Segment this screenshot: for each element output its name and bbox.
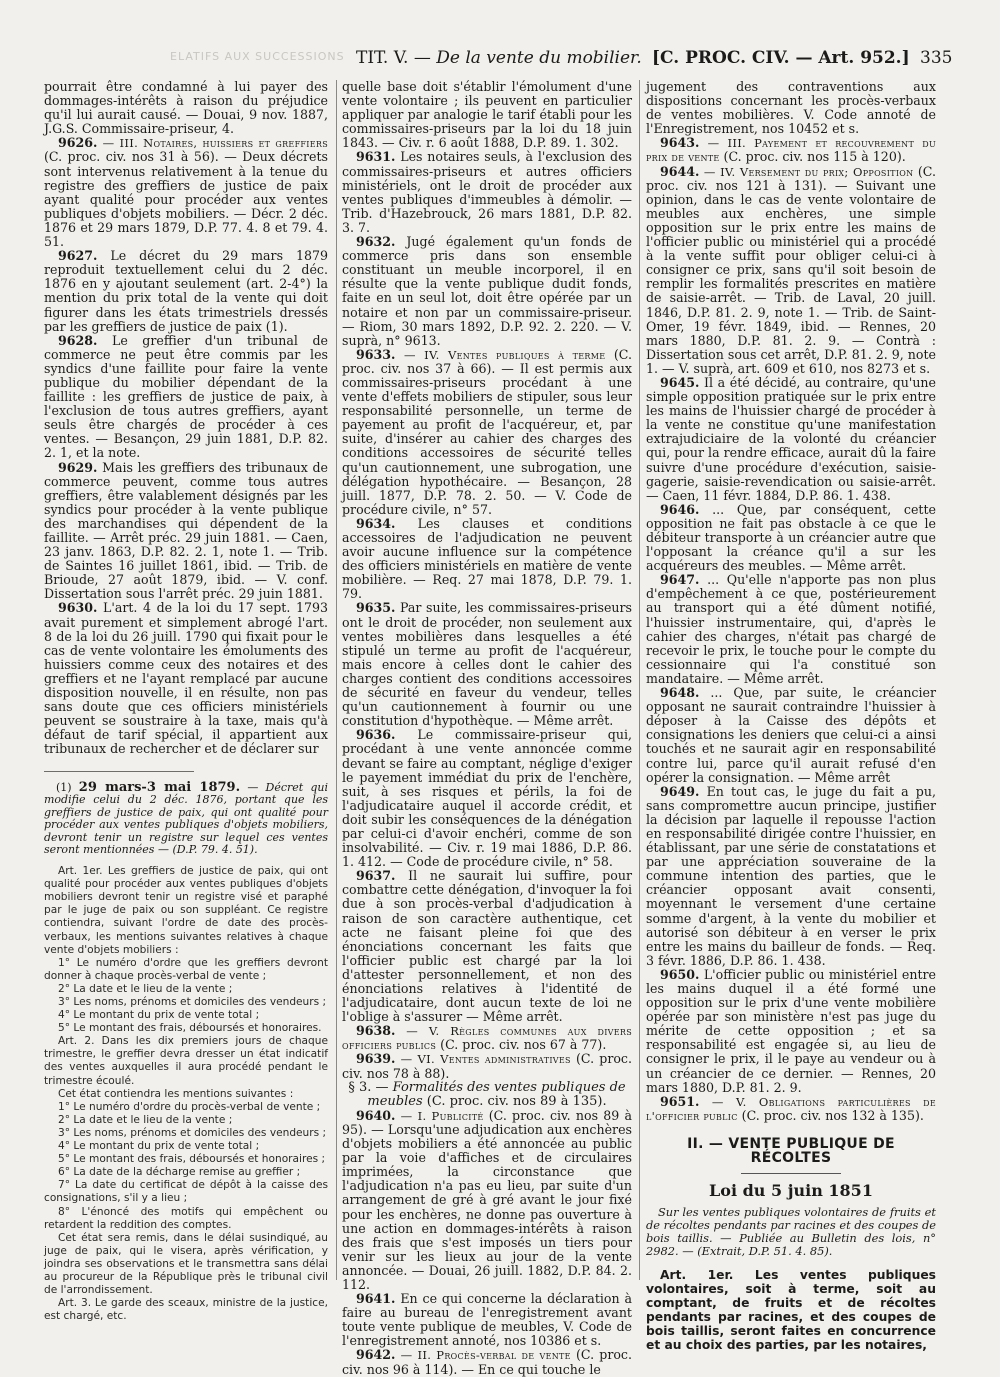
- subsection-heading: — V. Obligations particulières de l'officier public: [646, 1094, 936, 1123]
- list-item: 2° La date et le lieu de la vente ;: [58, 982, 233, 995]
- paragraph-number: 9647.: [660, 572, 700, 588]
- section-reference: [C. PROC. CIV. — Art. 952.]: [652, 48, 910, 68]
- paragraph-number: 9641.: [356, 1291, 396, 1307]
- subsection-heading: — VI. Ventes administratives: [400, 1052, 571, 1067]
- paragraph-number: 9642.: [356, 1347, 396, 1363]
- paragraph: pourrait être condamné à lui payer des dommages-intérêts à raison du préjudice qu'il lui aurait causé. — Douai, 9 nov. 1887, J.G.S. Commissaire-priseur, 4.: [44, 79, 328, 137]
- paragraph-text: Les notaires seuls, à l'exclusion des commissaires-priseurs et autres officiers ministériels, ont le droit de procéder aux ventes publiques d'immeubles à démolir. — Trib. d'Hazebrouck, 26 mars 1881, D.P. 82. 3. 7.: [342, 149, 632, 235]
- paragraph-text: (C. proc. civ. nos 37 à 66). — Il est permis aux commissaires-priseurs procédant à une vente d'effets mobiliers de stipuler, sous leur responsabilité personnelle, un terme de payement au profit de l'acquéreur, et, par suite, d'insérer au cahier des charges des conditions accessoires de sécurité telles qu'un cautionnement, une subrogation, une délégation hypothécaire. — Besançon, 28 juill. 1877, D.P. 78. 2. 50. — V. Code de procédure civile, n° 57.: [342, 346, 632, 517]
- list-item: 8° L'énoncé des motifs qui empêchent ou retardent la reddition des comptes.: [44, 1205, 328, 1231]
- paragraph-number: 9633.: [356, 346, 396, 362]
- paragraph-9643: [646, 136, 936, 164]
- paragraph-text: Par suite, les commissaires-priseurs ont le droit de procéder, non seulement aux ventes mobilières dans lesquelles a été stipulé un terme au profit de l'acquéreur, mais encore à celles dont le cahier des charges contient des conditions accessoires de sécurité en faveur du vendeur, telles qu'un cautionnement à fournir ou une constitution d'hypothèque. — Même arrêt.: [342, 600, 632, 729]
- paragraph-text: ... Que, par conséquent, cette opposition ne fait pas obstacle à ce que le débiteur transporte à un créancier autre que l'opposant la créance qu'il a sur les acquéreurs des meubles. — Même arrêt.: [646, 501, 936, 574]
- paragraph-text: ... Que, par suite, le créancier opposant ne saurait contraindre l'huissier à déposer à la Caisse des dépôts et consignations les deniers que celui-ci a ainsi touchés et ne saurait agir en responsabilité contre lui, parce qu'il aurait refusé d'en opérer la consignation. — Même arrêt: [646, 685, 936, 785]
- list-item: 1° Le numéro d'ordre du procès-verbal de vente ;: [58, 1100, 321, 1113]
- section-label: § 3. —: [348, 1079, 389, 1095]
- paragraph-text: (C. proc. civ. nos 78 à 88).: [342, 1051, 632, 1081]
- paragraph-number: 9630.: [58, 600, 98, 616]
- paragraph-9648: [646, 686, 936, 785]
- decree-article-3: Art. 3. Le garde des sceaux, ministre de la justice, est chargé, etc.: [44, 1297, 328, 1323]
- law-article-1-text: Art. 1er. Les ventes publiques volontaires, soit à terme, soit au comptant, de fruits et de récoltes pendants par racines, et des coupes de bois taillis, seront faites en concurrence et au choix des parties, par les notaires,: [646, 1268, 936, 1353]
- paragraph-9636: [342, 728, 632, 869]
- law-description-text: Sur les ventes publiques volontaires de fruits et de récoltes pendants par racines et des coupes de bois taillis. — Publiée au Bulletin des lois, n° 2982. — (Extrait, D.P. 51. 4. 85).: [646, 1205, 936, 1259]
- paragraph-9638: [342, 1024, 632, 1052]
- paragraph-9633: [342, 348, 632, 517]
- paragraph-number: 9650.: [660, 966, 700, 982]
- paragraph-9647: [646, 573, 936, 686]
- paragraph-number: 9643.: [660, 135, 700, 151]
- paragraph-9651: [646, 1095, 936, 1123]
- subsection-heading: — IV. Versement du prix; Opposition: [703, 164, 914, 179]
- column-divider-2: [639, 80, 640, 1280]
- paragraph-number: 9636.: [356, 727, 396, 743]
- decree-article-2-end: Cet état sera remis, dans le délai susindiqué, au juge de paix, qui le visera, après vérification, y joindra ses observations et le transmettra sans délai au procureur de la République près le tribunal civil de l'arrondissement.: [44, 1231, 328, 1297]
- paragraph-number: 9631.: [356, 149, 396, 165]
- footnote-intro: [44, 779, 328, 858]
- paragraph-text: Mais les greffiers des tribunaux de commerce peuvent, comme tous autres greffiers, être valablement désignés par les syndics pour procéder à la vente publique des marchandises qui dépendent de la faillite. — Arrêt préc. 29 juin 1881. — Caen, 23 janv. 1863, D.P. 82. 2. 1, note 1. — Trib. de Saintes 16 juillet 1861, ibid. — Trib. de Brioude, 27 août 1879, ibid. — V. conf. Dissertation sous l'arrêt préc. 29 juin 1881.: [44, 459, 329, 602]
- paragraph: jugement des contraventions aux dispositions concernant les procès-verbaux de ventes mobilières. V. Code annoté de l'Enregistrement, nos 10452 et s.: [646, 79, 936, 137]
- footnote-rule: [44, 771, 194, 772]
- paragraph-text: Jugé également qu'un fonds de commerce pris dans son ensemble constituant un meuble incorporel, il en résulte que la vente publique dudit fonds, faite en un seul lot, doit être opérée par un notaire et non par un commissaire-priseur. — Riom, 30 mars 1892, D.P. 92. 2. 220. — V. suprà, n° 9613.: [342, 234, 632, 348]
- paragraph-text: (C. proc. civ. nos 115 à 120).: [723, 149, 906, 165]
- list-item: 4° Le montant du prix de vente total ;: [58, 1009, 260, 1022]
- subsection-heading: — II. Procès-verbal de vente: [400, 1348, 571, 1363]
- paragraph-text: En tout cas, le juge du fait a pu, sans compromettre aucun principe, justifier la décision par laquelle il repousse l'action en responsabilité dirigée contre l'huissier, en établissant, par une série de constatations et par une appréciation souveraine de la commune intention des parties, que le créancier opposant avait consenti, moyennant le versement d'une certaine somme d'argent, à la vente du mobilier et autorisé son débiteur à en verser le prix entre les mains du bailleur de fonds. — Req. 3 févr. 1886, D.P. 86. 1. 438.: [646, 783, 936, 968]
- running-title-left: TIT. V. —: [356, 48, 431, 68]
- divider: [741, 1173, 841, 1174]
- law-description: [646, 1206, 936, 1258]
- paragraph-9632: [342, 235, 632, 348]
- section-3-heading: [342, 1081, 632, 1109]
- footnote-intro-text: — Décret qui modifie celui du 2 déc. 1876, portant que les greffiers de justice de paix, qui ont qualité pour procéder aux ventes publiques d'objets mobiliers, devront tenir un registre sur lequel ces ventes seront mentionnées — (D.P. 79. 4. 51).: [44, 780, 328, 857]
- list-item: 6° La date de la décharge remise au greffier ;: [58, 1166, 301, 1179]
- paragraph-number: 9638.: [356, 1023, 396, 1039]
- paragraph-number: 9649.: [660, 783, 700, 799]
- paragraph-number: 9635.: [356, 600, 396, 616]
- paragraph-number: 9628.: [58, 332, 98, 348]
- paragraph-text: (C. proc. civ. nos 89 à 95). — Lorsqu'une adjudication aux enchères d'objets mobiliers a été annoncée au public par la voie d'affiches et de circulaires imprimées, la circonstance que l'adjudication n'a pas eu lieu, par suite d'un arrangement de gré à gré avant le jour fixé pour les enchères, ne donne pas ouverture à une action en dommages-intérêts à raison des frais que s'est imposés un tiers pour venir sur les lieux au jour de la vente annoncée. — Douai, 26 juill. 1882, D.P. 84. 2. 112.: [342, 1107, 632, 1292]
- paragraph-number: 9634.: [356, 515, 396, 531]
- paragraph-9650: [646, 968, 936, 1095]
- decree-article-2: Art. 2. Dans les dix premiers jours de chaque trimestre, le greffier devra dresser un état indicatif des ventes auxquelles il aura procédé pendant le trimestre écoulé.: [44, 1035, 328, 1087]
- list-item: 7° La date du certificat de dépôt à la caisse des consignations, s'il y a lieu ;: [44, 1179, 328, 1205]
- paragraph-text: ... Qu'elle n'apporte pas non plus d'empêchement à ce que, postérieurement au transport qui a été dûment notifié, l'huissier instrumentaire, qui, d'après le cahier des charges, n'était pas chargé de recevoir le prix, le touche pour le compte du cessionnaire qui l'a constitué son mandataire. — Même arrêt.: [646, 572, 936, 686]
- paragraph-number: 9640.: [356, 1107, 396, 1123]
- list-item: 3° Les noms, prénoms et domiciles des vendeurs ;: [58, 1126, 327, 1139]
- section-heading: II. — VENTE PUBLIQUE DE RÉCOLTES: [687, 1135, 895, 1167]
- paragraph-9634: [342, 517, 632, 602]
- list-item: 5° Le montant des frais, déboursés et honoraires ;: [58, 1153, 326, 1166]
- paragraph-text: L'art. 4 de la loi du 17 sept. 1793 avait purement et simplement abrogé l'art. 8 de la loi du 26 juill. 1790 qui fixait pour le cas de vente volontaire les émoluments des huissiers comme ceux des notaires et des greffiers et ne l'ayant remplacé par aucune disposition nouvelle, il en résulte, non pas sans doute que ces officiers ministériels peuvent se soustraire à la taxe, mais qu'à défaut de tarif spécial, il appartient aux tribunaux de rechercher et de déclarer sur: [44, 600, 328, 757]
- column-middle: [342, 80, 632, 1377]
- paragraph-number: 9639.: [356, 1051, 396, 1067]
- subsection-heading: — I. Publicité: [400, 1108, 484, 1123]
- list-item: 1° Le numéro d'ordre que les greffiers devront donner à chaque procès-verbal de vente ;: [44, 956, 328, 982]
- paragraph-9642: [342, 1348, 632, 1376]
- paragraph-9630: [44, 601, 328, 756]
- law-title: Loi du 5 juin 1851: [709, 1181, 873, 1201]
- paragraph-9645: [646, 376, 936, 503]
- paragraph-text: (C. proc. civ. nos 67 à 77).: [440, 1037, 607, 1053]
- subsection-heading: — III. Notaires, huissiers et greffiers: [102, 136, 328, 151]
- paragraph-9639: [342, 1052, 632, 1080]
- paragraph-9640: [342, 1109, 632, 1292]
- paragraph-text: En ce qui concerne la déclaration à faire au bureau de l'enregistrement avant toute vente publique de meubles, V. Code de l'enregistrement annoté, nos 10386 et s.: [342, 1291, 632, 1349]
- paragraph-number: 9626.: [58, 135, 98, 151]
- paragraph-number: 9644.: [660, 163, 700, 179]
- running-title-italic: De la vente du mobilier.: [436, 48, 642, 68]
- paragraph-text: Il a été décidé, au contraire, qu'une simple opposition pratiquée sur le prix entre les mains de l'huissier chargé de procéder à la vente ne constitue qu'une manifestation extrajudiciaire de la volonté du créancier qui, pour la rendre efficace, aurait dû la faire suivre d'une procédure d'exécution, saisie-gagerie, saisie-revendication ou saisie-arrêt. — Caen, 11 févr. 1884, D.P. 86. 1. 438.: [646, 374, 936, 503]
- column-left: [44, 80, 328, 1323]
- footnote-marker: (1): [56, 780, 72, 794]
- paragraph-9644: [646, 165, 936, 376]
- footnote-date: 29 mars-3 mai 1879.: [78, 779, 241, 795]
- subsection-heading: — IV. Ventes publiques à terme: [403, 347, 606, 362]
- paragraph-9637: [342, 869, 632, 1024]
- decree-article-1: Art. 1er. Les greffiers de justice de paix, qui ont qualité pour procéder aux ventes publiques d'objets mobiliers devront tenir un registre visé et paraphé par le juge de paix ou son suppléant. Ce registre contiendra, suivant l'ordre de date des procès-verbaux, les mentions suivantes relatives à chaque vente d'objets mobiliers :: [44, 865, 328, 956]
- section-reference: (C. proc. civ. nos 89 à 135).: [426, 1093, 607, 1109]
- paragraph-text: L'officier public ou ministériel entre les mains duquel il a été formé une opposition sur le prix d'une vente mobilière opérée par son ministère n'est pas juge du mérite de cette opposition ; et sa responsabilité est engagée si, au lieu de consigner le prix, il le paye au vendeur ou à un créancier de ce dernier. — Rennes, 20 mars 1880, D.P. 81. 2. 9.: [646, 966, 936, 1095]
- paragraph-number: 9629.: [58, 459, 98, 475]
- paragraph-text: Il ne saurait lui suffire, pour combattre cette dénégation, d'invoquer la foi due à son procès-verbal d'adjudication à raison de son caractère authentique, cet acte ne faisant pleine foi que des énonciations concernant les faits que l'officier public est chargé par la loi d'attester personnellement, et non des énonciations relatives à l'identité de l'adjudicataire, dont aucun texte de loi ne l'oblige à s'assurer — Même arrêt.: [342, 868, 633, 1025]
- law-article-1: [646, 1268, 936, 1352]
- paragraph-9635: [342, 601, 632, 728]
- subsection-heading: — III. Payement et recouvrement du prix de vente: [646, 136, 936, 165]
- list-item: 3° Les noms, prénoms et domiciles des vendeurs ;: [58, 996, 327, 1008]
- paragraph-text: Le décret du 29 mars 1879 reproduit textuellement celui du 2 déc. 1876 en y ajoutant seulement (art. 2-4°) la mention du prix total de la vente qui doit figurer dans les états trimestriels dressés par les greffiers de justice de paix (1).: [44, 248, 328, 334]
- bleed-through-text: ELATIFS AUX SUCCESSIONS: [170, 50, 345, 63]
- paragraph-number: 9632.: [356, 234, 396, 250]
- paragraph-number: 9627.: [58, 248, 98, 264]
- paragraph-9629: [44, 461, 328, 602]
- paragraph: quelle base doit s'établir l'émolument d'une vente volontaire ; ils peuvent en particulier appliquer par analogie le tarif établi pour les commissaires-priseurs par la loi du 18 juin 1843. — Civ. r. 6 août 1888, D.P. 89. 1. 302.: [342, 79, 632, 151]
- paragraph-number: 9637.: [356, 868, 396, 884]
- paragraph-text: (C. proc. civ. nos 31 à 56). — Deux décrets sont intervenus relativement à la tenue du registre des greffiers de justice de paix ayant qualité pour procéder aux ventes publiques d'objets mobiliers. — Décr. 2 déc. 1876 et 29 mars 1879, D.P. 77. 4. 8 et 79. 4. 51.: [44, 149, 328, 250]
- paragraph-9631: [342, 150, 632, 235]
- paragraph-text: (C. proc. civ. nos 132 à 135).: [741, 1107, 924, 1123]
- paragraph-text: Le greffier d'un tribunal de commerce ne peut être commis par les syndics d'une faillite pour faire la vente publique du mobilier dépendant de la faillite : les greffiers de justice de paix, à l'exclusion de tous autres greffiers, ayant seuls être chargés de procéder à ces ventes. — Besançon, 29 juin 1881, D.P. 82. 2. 1, et la note.: [44, 332, 328, 461]
- decree-article-2-intro: Cet état contiendra les mentions suivantes :: [58, 1087, 294, 1100]
- paragraph-9649: [646, 785, 936, 968]
- paragraph-number: 9648.: [660, 685, 700, 701]
- section-title: Formalités des ventes publiques de meubles: [367, 1079, 626, 1109]
- page-header: [0, 44, 1000, 74]
- paragraph-text: (C. proc. civ. nos 121 à 131). — Suivant une opinion, dans le cas de vente volontaire de meubles aux enchères, une simple opposition sur le prix entre les mains de l'officier public ou ministériel qui a procédé à la vente suffit pour obliger celui-ci à consigner ce prix, sans qu'il soit besoin de remplir les formalités prescrites en matière de saisie-arrêt. — Trib. de Laval, 20 juill. 1846, D.P. 81. 2. 9, note 1. — Trib. de Saint-Omer, 19 févr. 1849, ibid. — Rennes, 20 mars 1880, D.P. 81. 2. 9. — Contrà : Dissertation sous cet arrêt, D.P. 81. 2. 9, note 1. — V. suprà, art. 609 et 610, nos 8273 et s.: [646, 163, 936, 376]
- list-item: 5° Le montant des frais, déboursés et honoraires.: [58, 1022, 322, 1035]
- running-title: [356, 48, 642, 68]
- paragraph-9628: [44, 334, 328, 461]
- column-right: [646, 80, 936, 1352]
- list-item: 2° La date et le lieu de la vente ;: [58, 1113, 233, 1126]
- paragraph-9627: [44, 249, 328, 334]
- paragraph-text: (C. proc. civ. nos 96 à 114). — En ce qui touche le: [342, 1347, 632, 1377]
- page-number: 335: [920, 48, 953, 68]
- paragraph-9626: [44, 136, 328, 249]
- paragraph-text: Les clauses et conditions accessoires de l'adjudication ne peuvent avoir aucune influence sur la compétence des officiers ministériels en matière de vente mobilière. — Req. 27 mai 1878, D.P. 79. 1. 79.: [342, 515, 632, 602]
- paragraph-9646: [646, 503, 936, 573]
- paragraph-9641: [342, 1292, 632, 1348]
- footnote: [44, 779, 328, 858]
- subsection-heading: — V. Règles communes aux divers officiers publics: [342, 1024, 632, 1053]
- column-divider-1: [336, 80, 337, 1280]
- paragraph-number: 9646.: [660, 501, 700, 517]
- paragraph-text: Le commissaire-priseur qui, procédant à une vente annoncée comme devant se faire au comptant, néglige d'exiger le payement immédiat du prix de l'enchère, suit, à ses risques et périls, la foi de l'adjudicataire auquel il accorde crédit, et doit subir les conséquences de la dénégation par celui-ci d'avoir enchéri, comme de son insolvabilité. — Civ. r. 19 mai 1886, D.P. 86. 1. 412. — Code de procédure civile, n° 58.: [342, 727, 632, 870]
- list-item: 4° Le montant du prix de vente total ;: [58, 1140, 260, 1153]
- footnote-decree-text: [44, 865, 328, 1323]
- paragraph-number: 9645.: [660, 374, 700, 390]
- paragraph-number: 9651.: [660, 1093, 700, 1109]
